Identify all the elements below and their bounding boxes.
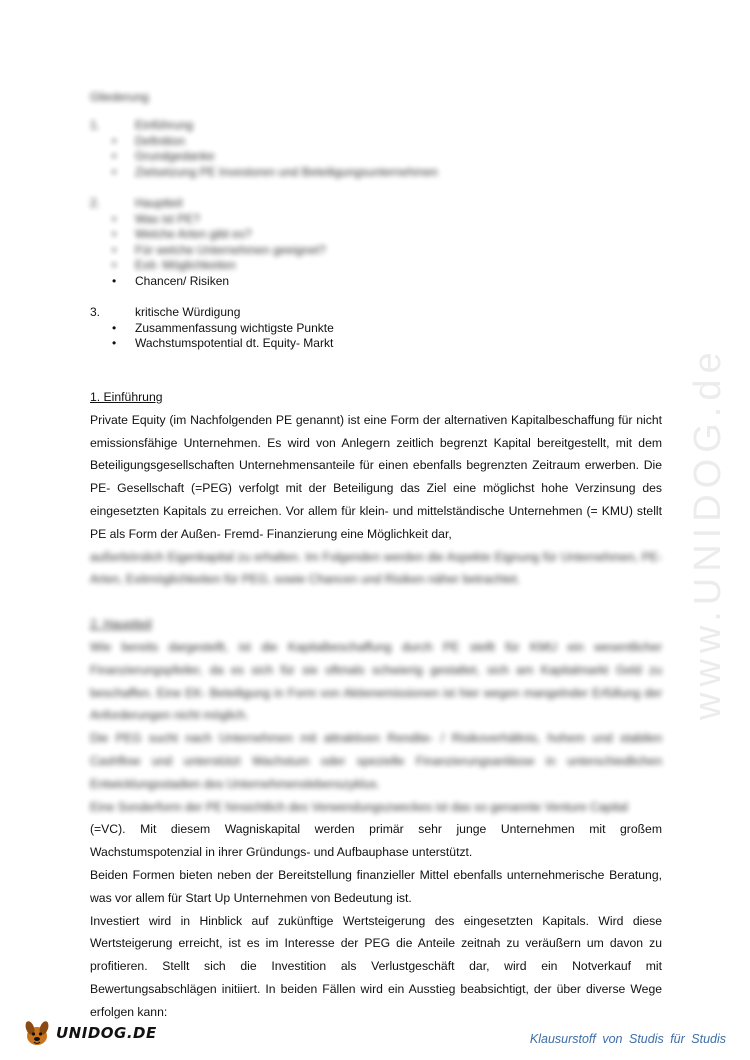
section-items <box>90 321 610 352</box>
list-item: • Für welche Unternehmen geeignet? <box>112 243 610 259</box>
section-items <box>90 134 610 181</box>
section-title: Hauptteil <box>135 196 183 210</box>
paragraph-blurred: Die PEG sucht nach Unternehmen mit attraktiven Rendite- / Risikoverhältnis, hohem und stabilen Cashflow und unterstützt Wachstum oder spezielle Finanzierungsanlässe in unterschiedlichen Entwicklungsstadien des Unternehmenslebenszyklus. <box>90 731 662 791</box>
section-number: 1. <box>90 118 101 132</box>
footer <box>0 1012 750 1060</box>
paragraph-blurred: außerbörslich Eigenkapital zu erhalten. Im Folgenden werden die Aspekte Eignung für Unternehmen, PE- Arten, Exitmöglichkeiten für PEG, sowie Chancen und Risiken näher betrachtet. <box>90 549 662 587</box>
outline-section-2 <box>90 196 610 289</box>
logo-text: UNIDOG.DE <box>56 1024 157 1042</box>
slogan: Klausurstoff von Studis für Studis <box>529 1032 726 1046</box>
outline <box>90 118 610 368</box>
document-page: www.UNIDOG.de Gliederung 1. Einführung • Definition • Grundgedanke • Zielsetzung PE Investoren und Beteiligungsunternehmen 2. Hauptteil • Was ist PE? • Welche Arten gibt es? • Für welche Unternehmen geeignet? • Exit- Möglichkeiten • Chancen/ Risiken 3. kritische Würdigung • Zusammenfassung wichtigste Punkte • Wachstumspotential dt. Equity- Markt 1. Einführung Private Equity (im Nachfolgenden PE genannt) ist eine Form der alternativen Kapitalbeschaffung für nicht emissionsfähige Unternehmen. Es wird von Anlegern zeitlich begrenzt Kapital bereitgestellt, mit dem Beteiligungsgesellschaften Unternehmensanteile für einen ebenfalls begrenzten Zeitraum erwerben. Die PE- Gesellschaft (=PEG) verfolgt mit der Beteiligung das Ziel eine möglichst hohe Verzinsung des eingesetzten Kapitals zu erreichen. Vor allem für klein- und mittelständische Unternehmen (= KMU) stellt PE als Form der Außen- Fremd- Finanzierung eine Möglichkeit dar, außerbörslich Eigenkapital zu erhalten. Im Folgenden werden die Aspekte Eignung für Unternehmen, PE- Arten, Exitmöglichkeiten für PEG, sowie Chancen und Risiken näher betrachtet. 2. Hauptteil Wie bereits dargestellt, ist die Kapitalbeschaffung durch PE stellt für KMU ein wesentlicher Finanzierungspfeiler, da es sich für sie oftmals schwierig gestaltet, sich am Kapitalmarkt Geld zu beschaffen. Eine EK- Beteiligung in Form von Aktienemissionen ist hier wegen mangelnder Erfüllung der Anforderungen nicht möglich. Die PEG sucht nach Unternehmen mit attraktiven Rendite- / Risikoverhältnis, hohem und stabilen Cashflow und unterstützt Wachstum oder spezielle Finanzierungsanlässe in unterschiedlichen Entwicklungsstadien des Unternehmenslebenszyklus. Eine Sonderform der PE hinsichtlich des Verwendungszweckes ist das so genannte Venture Capital (=VC). Mit diesem Wagniskapital werden primär sehr junge Unternehmen mit großem Wachstumspotenzial in ihrer Gründungs- und Aufbauphase unterstützt. Beiden Formen bieten neben der Bereitstellung finanzieller Mittel ebenfalls unternehmerische Beratung, was vor allem für Start Up Unternehmen von Bedeutung ist. Investiert wird in Hinblick auf zukünftige Wertsteigerung des eingesetzten Kapitals. Wird diese Wertsteigerung erreicht, ist es im Interesse der PEG die Anteile zeitnah zu veräußern um davon zu profitieren. Stellt sich die Investition als Verlustgeschäft dar, wird ein Notverkauf mit Bewertungsabschlägen initiiert. In beiden Fällen wird ein Ausstieg beabsichtigt, der über diverse Wege erfolgen kann: UNIDOG.DE Klausurstoff von Studis für Studis <box>0 0 750 1060</box>
paragraph-blurred: Wie bereits dargestellt, ist die Kapitalbeschaffung durch PE stellt für KMU ein wesentlicher Finanzierungspfeiler, da es sich für sie oftmals schwierig gestaltet, sich am Kapitalmarkt Geld zu beschaffen. Eine EK- Beteiligung in Form von Aktienemissionen ist hier wegen mangelnder Erfüllung der Anforderungen nicht möglich. <box>90 639 662 723</box>
heading-hauptteil: 2. Hauptteil <box>90 617 152 632</box>
section-title: Einführung <box>135 118 194 132</box>
list-item: • Wachstumspotential dt. Equity- Markt <box>112 336 610 352</box>
list-item: • Definition <box>112 134 610 150</box>
paragraph: Investiert wird in Hinblick auf zukünftige Wertsteigerung des eingesetzten Kapitals. Wird diese Wertsteigerung erreicht, ist es im Interesse der PEG die Anteile zeitnah zu veräußern um davon zu profitieren. Stellt sich die Investition als Verlustgeschäft dar, wird ein Notverkauf mit Bewertungsabschlägen initiiert. In beiden Fällen wird ein Ausstieg beabsichtigt, der über diverse Wege erfolgen kann: <box>90 913 662 1019</box>
paragraph-blurred: Eine Sonderform der PE hinsichtlich des Verwendungszweckes ist das so genannte Venture Capital <box>90 799 628 814</box>
paragraph: Private Equity (im Nachfolgenden PE genannt) ist eine Form der alternativen Kapitalbeschaffung für nicht emissionsfähige Unternehmen. Es wird von Anlegern zeitlich begrenzt Kapital bereitgestellt, mit dem Beteiligungsgesellschaften Unternehmensanteile für einen ebenfalls begrenzten Zeitraum erwerben. Die PE- Gesellschaft (=PEG) verfolgt mit der Beteiligung das Ziel eine möglichst hohe Verzinsung des eingesetzten Kapitals zu erreichen. Vor allem für klein- und mittelständische Unternehmen (= KMU) stellt PE als Form der Außen- Fremd- Finanzierung eine Möglichkeit dar, <box>90 412 662 541</box>
unidog-logo <box>22 1018 157 1048</box>
list-item: • Grundgedanke <box>112 149 610 165</box>
document-body <box>90 386 662 1024</box>
dog-icon <box>22 1018 52 1048</box>
outline-section-3 <box>90 305 610 352</box>
outline-section-1 <box>90 118 610 180</box>
list-item: • Zielsetzung PE Investoren und Beteiligungsunternehmen <box>112 165 610 181</box>
section-items <box>90 212 610 290</box>
section-number: 2. <box>90 196 101 210</box>
section-title: kritische Würdigung <box>135 305 241 319</box>
paragraph: (=VC). Mit diesem Wagniskapital werden primär sehr junge Unternehmen mit großem Wachstumspotenzial in ihrer Gründungs- und Aufbauphase unterstützt. <box>90 822 662 860</box>
outline-title: Gliederung <box>90 90 149 104</box>
paragraph: Beiden Formen bieten neben der Bereitstellung finanzieller Mittel ebenfalls unternehmerische Beratung, was vor allem für Start Up Unternehmen von Bedeutung ist. <box>90 867 662 905</box>
list-item: • Zusammenfassung wichtigste Punkte <box>112 321 610 337</box>
heading-einfuehrung: 1. Einführung <box>90 390 163 404</box>
section-number: 3. <box>90 305 101 319</box>
list-item: • Welche Arten gibt es? <box>112 227 610 243</box>
list-item: • Exit- Möglichkeiten <box>112 258 610 274</box>
list-item: • Chancen/ Risiken <box>112 274 610 290</box>
list-item: • Was ist PE? <box>112 212 610 228</box>
